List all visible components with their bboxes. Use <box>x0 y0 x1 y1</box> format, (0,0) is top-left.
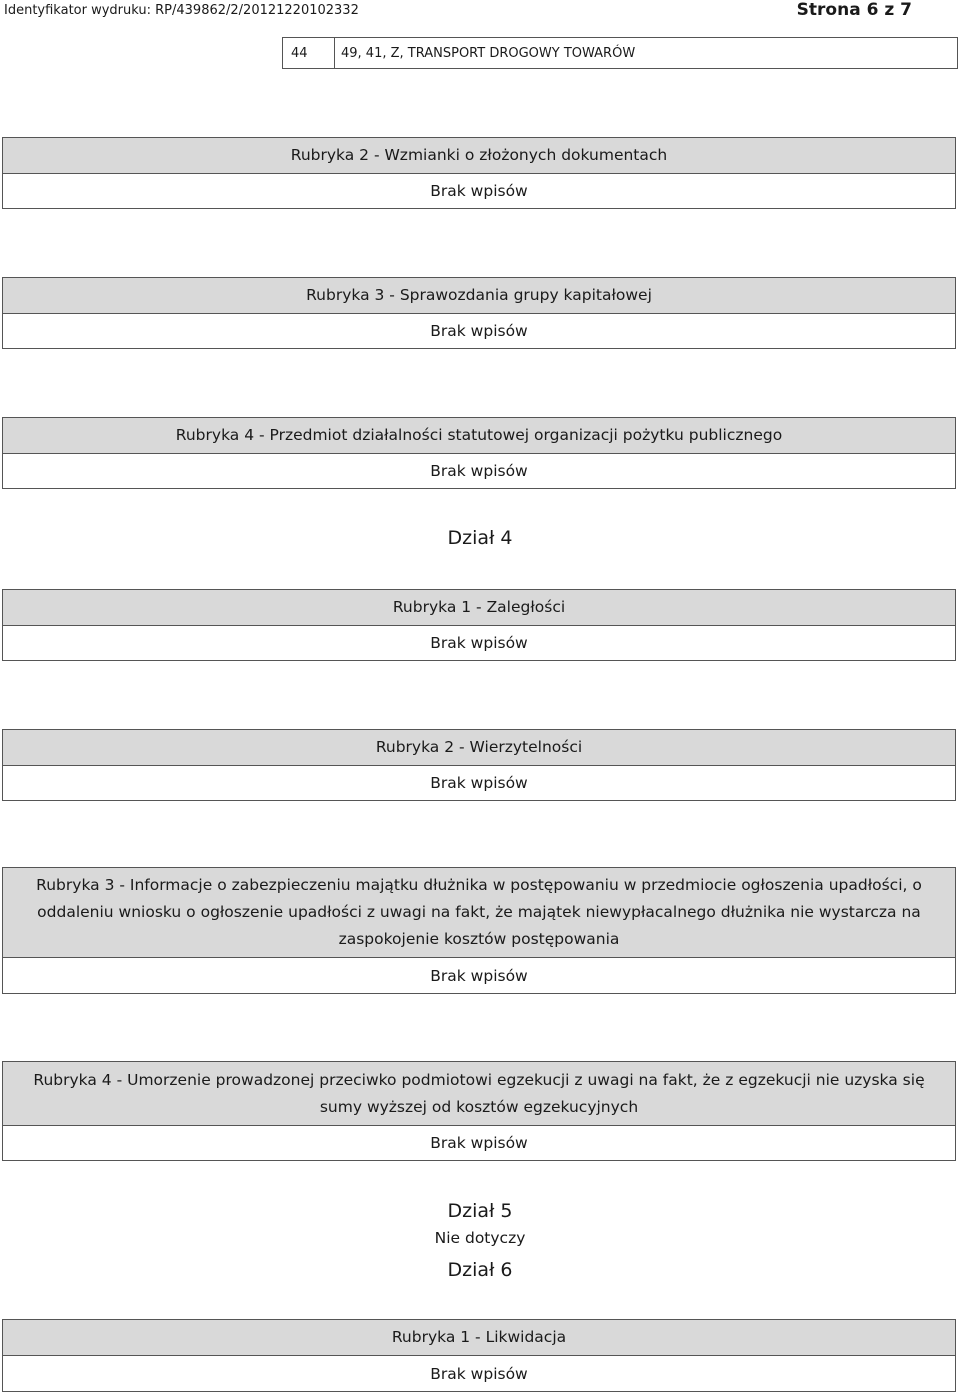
section-title: Rubryka 1 - Likwidacja <box>3 1320 955 1356</box>
section-body: Brak wpisów <box>430 966 528 985</box>
section-rubryka-3-zabezpieczenie <box>2 867 956 994</box>
page-number: Strona 6 z 7 <box>796 0 912 20</box>
dzial-4-heading: Dział 4 <box>447 527 513 549</box>
section-title: Rubryka 4 - Przedmiot działalności statutowej organizacji pożytku publicznego <box>3 418 955 454</box>
section-rubryka-2-wierzytelnosci <box>2 729 956 801</box>
section-rubryka-1-likwidacja <box>2 1319 956 1392</box>
section-rubryka-3-sprawozdania <box>2 277 956 349</box>
section-body: Brak wpisów <box>430 182 528 200</box>
section-title: Rubryka 4 - Umorzenie prowadzonej przeciwko podmiotowi egzekucji z uwagi na fakt, że z egzekucji nie uzyska się sumy wyższej od kosztów egzekucyjnych <box>3 1062 955 1126</box>
section-body: Brak wpisów <box>430 634 528 652</box>
section-title: Rubryka 2 - Wzmianki o złożonych dokumentach <box>3 138 955 174</box>
entry-row-44 <box>282 37 958 69</box>
section-title: Rubryka 3 - Sprawozdania grupy kapitałowej <box>3 278 955 314</box>
entry-value: 49, 41, Z, TRANSPORT DROGOWY TOWARÓW <box>341 45 636 61</box>
section-rubryka-4-przedmiot <box>2 417 956 489</box>
section-title: Rubryka 2 - Wierzytelności <box>3 730 955 766</box>
dzial-6-heading: Dział 6 <box>447 1259 513 1281</box>
print-identifier: Identyfikator wydruku: RP/439862/2/20121220102332 <box>4 3 359 18</box>
section-body: Brak wpisów <box>430 462 528 480</box>
entry-number: 44 <box>283 38 335 68</box>
section-rubryka-2-wzmianki <box>2 137 956 209</box>
section-body: Brak wpisów <box>430 774 528 792</box>
section-title: Rubryka 1 - Zaległości <box>3 590 955 626</box>
section-body: Brak wpisów <box>430 1134 528 1152</box>
section-body: Brak wpisów <box>430 322 528 340</box>
section-rubryka-1-zaleglosci <box>2 589 956 661</box>
section-body: Brak wpisów <box>430 1364 528 1383</box>
section-title: Rubryka 3 - Informacje o zabezpieczeniu majątku dłużnika w postępowaniu w przedmiocie ogłoszenia upadłości, o oddaleniu wniosku o ogłoszenie upadłości z uwagi na fakt, że majątek niewypłacalnego dłużnika nie wystarcza na zaspokojenie kosztów postępowania <box>3 868 955 958</box>
section-rubryka-4-umorzenie <box>2 1061 956 1161</box>
dzial-5-note: Nie dotyczy <box>434 1229 526 1247</box>
dzial-5-heading: Dział 5 <box>447 1200 513 1222</box>
